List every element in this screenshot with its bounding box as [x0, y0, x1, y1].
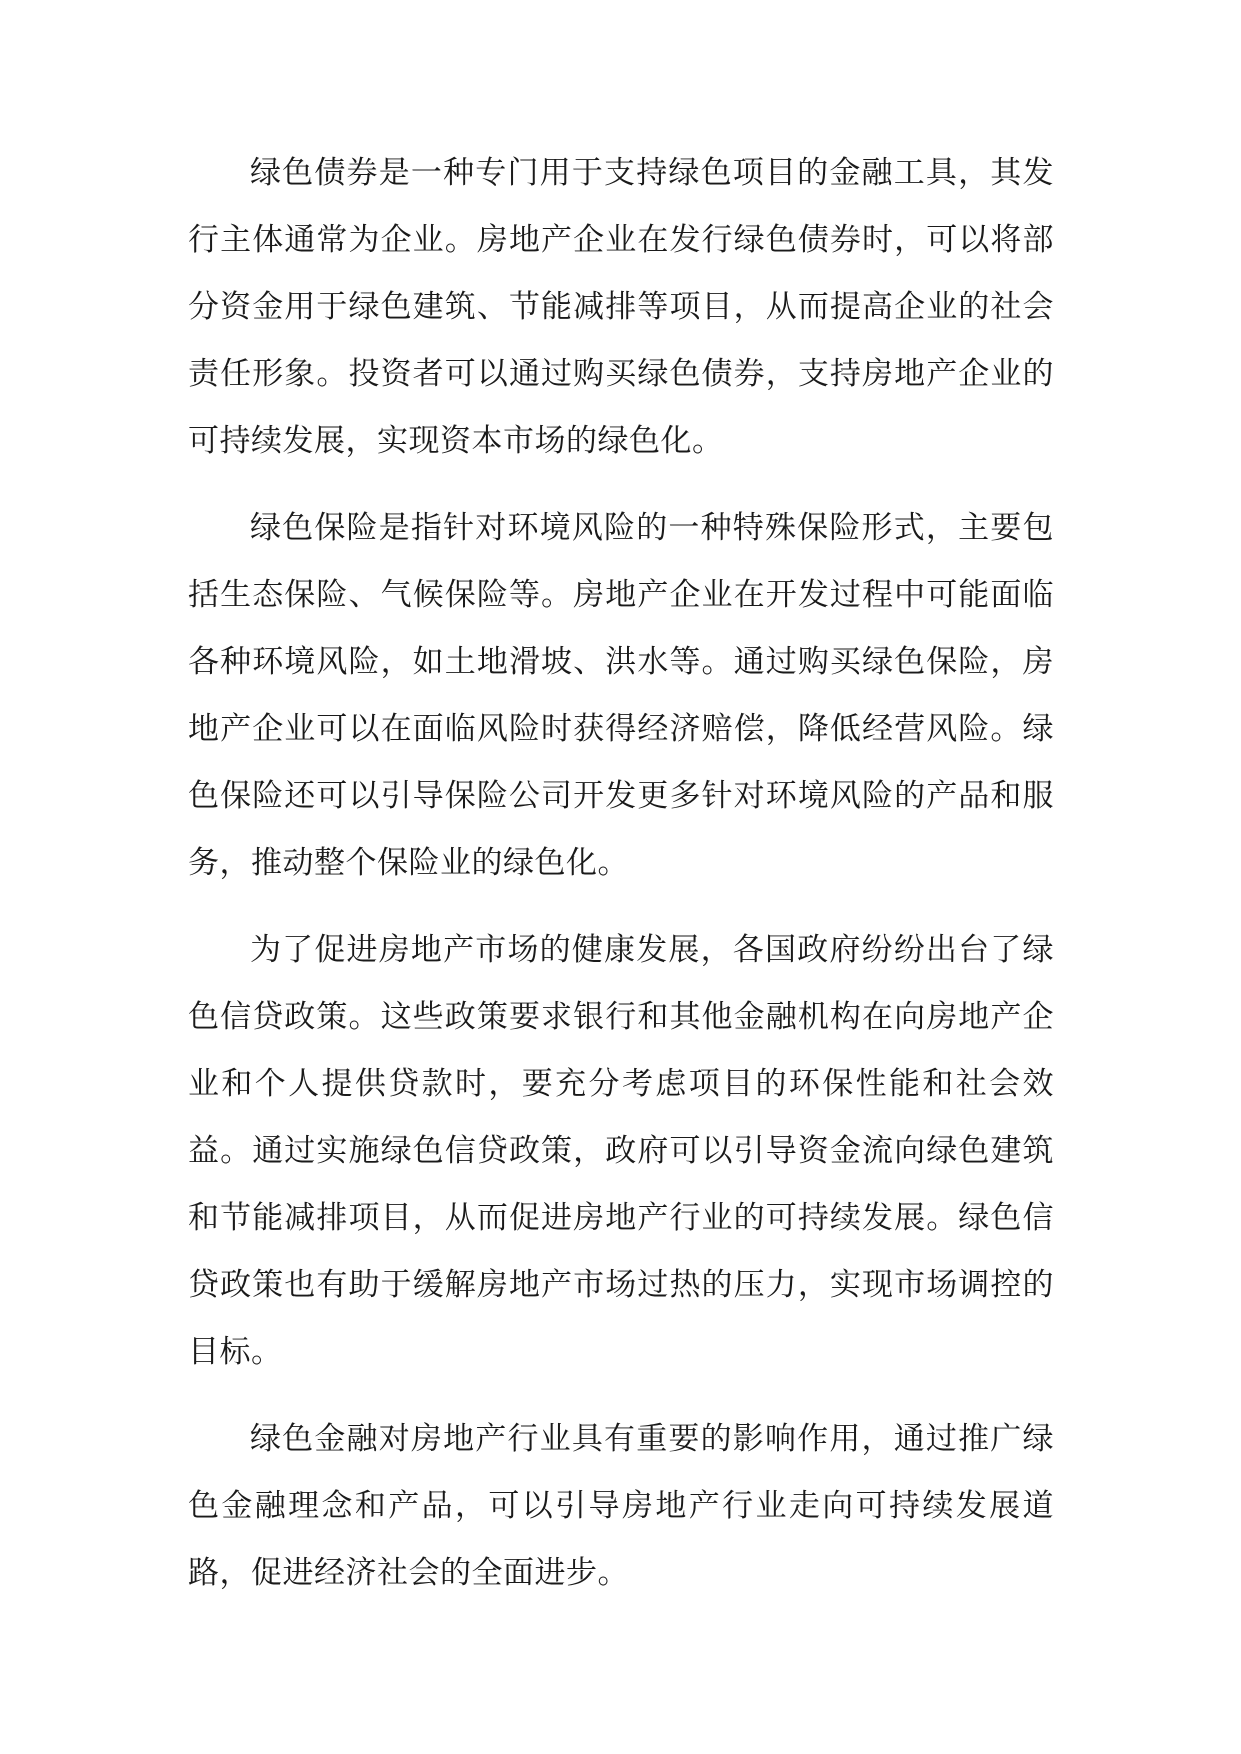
- paragraph-conclusion: 绿色金融对房地产行业具有重要的影响作用，通过推广绿色金融理念和产品，可以引导房地产行业走向可持续发展道路，促进经济社会的全面进步。: [188, 1421, 1054, 1591]
- paragraph-green-credit-policy: 为了促进房地产市场的健康发展，各国政府纷纷出台了绿色信贷政策。这些政策要求银行和其他金融机构在向房地产企业和个人提供贷款时，要充分考虑项目的环保性能和社会效益。通过实施绿色信贷政策，政府可以引导资金流向绿色建筑和节能减排项目，从而促进房地产行业的可持续发展。绿色信贷政策也有助于缓解房地产市场过热的压力，实现市场调控的目标。: [188, 932, 1054, 1370]
- document-body: [188, 140, 1054, 1627]
- paragraph-green-bonds: 绿色债券是一种专门用于支持绿色项目的金融工具，其发行主体通常为企业。房地产企业在发行绿色债券时，可以将部分资金用于绿色建筑、节能减排等项目，从而提高企业的社会责任形象。投资者可以通过购买绿色债券，支持房地产企业的可持续发展，实现资本市场的绿色化。: [188, 155, 1054, 459]
- paragraph-green-insurance: 绿色保险是指针对环境风险的一种特殊保险形式，主要包括生态保险、气候保险等。房地产企业在开发过程中可能面临各种环境风险，如土地滑坡、洪水等。通过购买绿色保险，房地产企业可以在面临风险时获得经济赔偿，降低经营风险。绿色保险还可以引导保险公司开发更多针对环境风险的产品和服务，推动整个保险业的绿色化。: [188, 510, 1054, 881]
